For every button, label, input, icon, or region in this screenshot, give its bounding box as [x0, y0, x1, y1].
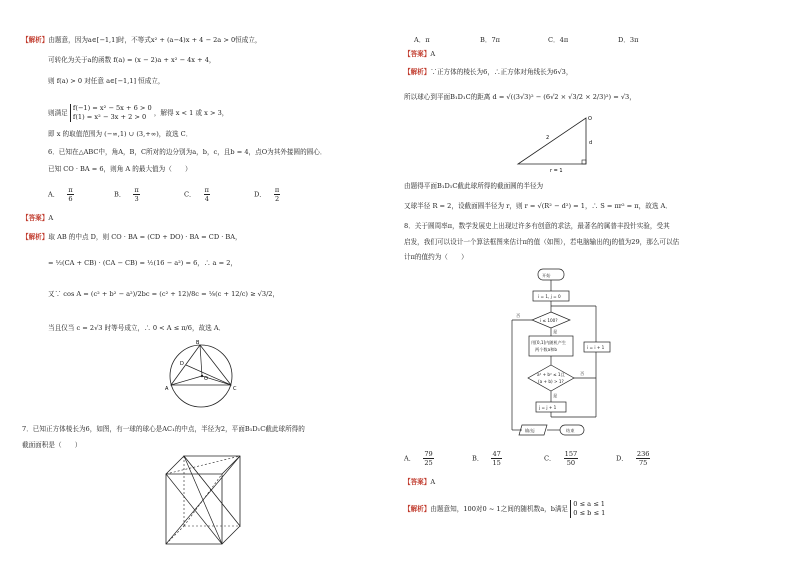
q6-analysis-line1: 【解析】取 AB 的中点 D，则 CO · BA = (CD + DO) · BA = CD · BA， — [22, 233, 242, 241]
right-triangle-figure — [510, 112, 600, 174]
label-a: A — [165, 386, 169, 392]
q7-analysis-line1: 【解析】∵正方体的棱长为6，∴正方体对角线长为6√3， — [404, 68, 573, 76]
inequality-system: f(−1) = x² − 5x + 6 > 0 f(1) = x² − 3x + 2 > 0 — [70, 104, 152, 122]
label-c: C — [233, 386, 237, 392]
q5-analysis-line1: 【解析】由题意，因为a∈[−1,1]时，不等式x² + (a−4)x + 4 − 2a > 0恒成立， — [22, 36, 262, 44]
center-point-o — [201, 375, 203, 377]
q5-analysis-line5: 即 x 的取值范围为 (−∞,1) ∪ (3,+∞)，故选 C． — [48, 130, 193, 138]
label-d: D — [180, 361, 184, 367]
q6-option-b: B． $\frac{\pi}{3}$ — [114, 186, 139, 203]
q8-option-b: B． $\frac{47}{15}$ — [472, 450, 501, 467]
analysis-tag: 【解析】 — [22, 36, 49, 44]
q7-option-c: C．4π — [548, 36, 569, 44]
q7-answer: 【答案】A — [404, 50, 436, 58]
q7-stem-line2: 截面面积是（ ） — [22, 441, 82, 449]
svg-text:输出j: 输出j — [525, 428, 535, 433]
q6-option-c: C． $\frac{\pi}{4}$ — [184, 186, 209, 203]
svg-text:i ≤ 100?: i ≤ 100? — [540, 318, 558, 323]
svg-text:是: 是 — [553, 393, 558, 398]
label-d: d — [589, 140, 593, 146]
label-o: O — [204, 376, 208, 382]
q6-analysis-line4: 当且仅当 c = 2√3 时等号成立，∴ 0 < A ≤ π/6，故选 A． — [48, 324, 226, 332]
q8-option-a: A． $\frac{79}{25}$ — [404, 450, 433, 467]
svg-text:开始: 开始 — [542, 273, 551, 278]
q8-analysis-line1: 【解析】由题意知，100对0 ~ 1之间的随机数a，b满足 0 ≤ a ≤ 1 0 ≤ b ≤ 1 — [404, 500, 606, 517]
label-radius: 2 — [546, 135, 550, 141]
q6-analysis-line2: = ½(CA + CB) · (CA − CB) = ½(16 − a²) = 6，∴ a = 2， — [48, 259, 237, 267]
label-b: B — [196, 340, 200, 346]
svg-text:结束: 结束 — [566, 428, 575, 433]
q8-stem-line2: 启发，我们可以设计一个算法框图来估计π的值（如图），若电脑输出的j的值为29，那么可以估 — [404, 238, 680, 246]
q6-option-a: A． $\frac{\pi}{6}$ — [48, 186, 73, 203]
q7-analysis-line4: 又球半径 R = 2，设截面圆半径为 r，则 r = √(R² − d²) = 1，∴ S = πr² = π，故选 A． — [404, 202, 672, 210]
flowchart — [500, 266, 630, 440]
svg-text:i = i + 1: i = i + 1 — [587, 345, 605, 350]
q5-analysis-line4: 则满足 f(−1) = x² − 5x + 6 > 0 f(1) = x² − 3x + 2 > 0 ，解得 x < 1 或 x > 3， — [48, 104, 229, 121]
cube-figure — [158, 452, 248, 552]
random-range-system: 0 ≤ a ≤ 1 0 ≤ b ≤ 1 — [570, 500, 605, 518]
circumcircle-figure — [162, 340, 240, 412]
svg-text:否: 否 — [580, 371, 585, 376]
q7-option-a: A．π — [414, 36, 430, 44]
q6-option-d: D． $\frac{\pi}{2}$ — [254, 186, 280, 203]
svg-text:a² + b² ≤ 1且: a² + b² ≤ 1且 — [537, 372, 565, 377]
q6-answer: 【答案】A — [22, 214, 54, 222]
q8-option-c: C． $\frac{157}{50}$ — [544, 450, 578, 467]
q7-analysis-line2: 所以球心到平面B₁D₁C的距离 d = √((3√3)² − (6√2 × √3/2 × 2/3)²) = √3， — [404, 93, 636, 101]
q5-analysis-line2: 可转化为关于a的函数 f(a) = (x − 2)a + x² − 4x + 4， — [48, 56, 216, 64]
q7-option-b: B．7π — [480, 36, 500, 44]
q6-stem-line2: 已知 CO · BA = 6，则角 A 的最大值为（ ） — [48, 165, 192, 173]
flow-cond2 — [528, 365, 574, 391]
q6-stem-line1: 6．已知在△ABC中，角A，B，C所对的边分别为a，b，c，且b = 4，点O为其外接圆的圆心． — [48, 148, 327, 156]
svg-text:i = 1, j = 0: i = 1, j = 0 — [538, 294, 561, 299]
q8-stem-line3: 计π的值约为（ ） — [404, 253, 468, 261]
label-r: r = 1 — [550, 168, 563, 174]
q7-stem-line1: 7．已知正方体棱长为6，如图，有一球的球心是AC₁的中点，半径为2，平面B₁D₁C截此球所得的 — [22, 425, 305, 433]
q8-answer: 【答案】A — [404, 478, 436, 486]
q7-analysis-line3: 由题得平面B₁D₁C截此球所得的截面圆的半径为 — [404, 182, 544, 190]
q6-analysis-line3: 又∵ cos A = (c² + b² − a²)/2bc = (c² + 12)/8c = ⅛(c + 12/c) ≥ √3/2， — [48, 290, 280, 298]
q5-analysis-line3: 则 f(a) > 0 对任意 a∈[−1,1] 恒成立， — [48, 77, 165, 85]
svg-text:用[0,1]内随机产生: 用[0,1]内随机产生 — [531, 340, 567, 345]
label-o: O — [588, 116, 592, 122]
svg-text:(a + b) > 1?: (a + b) > 1? — [538, 379, 564, 384]
svg-text:是: 是 — [553, 329, 558, 334]
q8-stem-line1: 8．关于圆周率π，数学发展史上出现过许多有创意的求法，最著名的属普丰投针实验，受其 — [404, 222, 670, 230]
flow-generate — [529, 336, 573, 356]
q7-option-d: D．3π — [618, 36, 639, 44]
q8-option-d: D． $\frac{236}{75}$ — [616, 450, 650, 467]
svg-text:否: 否 — [516, 313, 521, 318]
svg-text:j = j + 1: j = j + 1 — [539, 405, 557, 410]
svg-text:两个数a和b: 两个数a和b — [535, 347, 557, 352]
